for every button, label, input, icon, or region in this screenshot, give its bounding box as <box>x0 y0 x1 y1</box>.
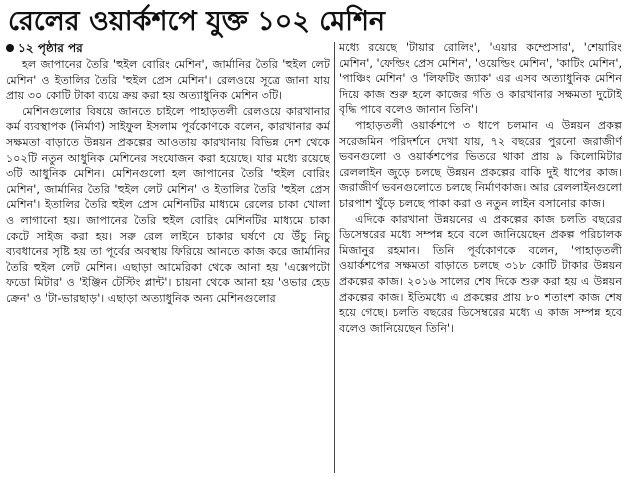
column-divider <box>334 42 335 473</box>
paragraph: এদিকে কারখানা উন্নয়নের এ প্রকল্পের কাজ চলতি বছরের ডিসেম্বরের মধ্যে সম্পন্ন হবে বলে জানিয়েছেন প্রকল্প পরিচালক মিজানুর রহমান। তিনি পূর্বকোণকে বলেন, 'পাহাড়তলী ওয়ার্কশপের সক্ষমতা বাড়াতে চলছে ৩১৮ কোটি টাকার উন্নয়ন প্রকল্পের কাজ। ২০১৬ সালের শেষ দিকে শুরু করা হয় এ উন্নয়ন প্রকল্পের কাজ। ইতিমধ্যে এ প্রকল্পের প্রায় ৮০ শতাংশ কাজ শেষ হয়ে গেছে। চলতি বছরের ডিসেম্বরের মধ্যে এ কাজ সম্পন্ন হবে বলেও জানিয়েছেন তিনি'। <box>339 212 622 335</box>
continued-from-label: ১২ পৃষ্ঠার পর <box>18 41 83 55</box>
article-columns <box>6 40 622 477</box>
left-column <box>6 40 330 477</box>
continued-from <box>6 40 330 56</box>
right-column <box>339 40 622 477</box>
paragraph: হল জাপানের তৈরি 'হুইল বোরিং মেশিন', জার্মানির তৈরি 'হুইল লেট মেশিন' ও ইতালির তৈরি 'হুইল প্রেস মেশিন'। রেলওয়ে সূত্রে জানা যায় প্রায় ৩০ কোটি টাকা ব্যয়ে ক্রয় করা হয় অত্যাধুনিক মেশিন ৩টি। <box>6 58 330 103</box>
paragraph: মধ্যে রয়েছে 'টায়ার রোলিং', 'এয়ার কম্প্রেসার', 'শেয়ারিং মেশিন', 'ফেল্ডিং প্রেস মেশিন', 'ওয়েল্ডিং মেশিন', 'কাটিং মেশিন', 'পাঞ্চিং মেশিন' ও 'লিফটিং জ্যাক' এর এসব অত্যাধুনিক মেশিন দিয়ে কাজ শুরু হলে কাজের গতি ও কারখানার সক্ষমতা দুটোই বৃদ্ধি পাবে বলেও জানান তিনি'। <box>339 41 622 117</box>
paragraph: মেশিনগুলোর বিষয়ে জানতে চাইলে পাহাড়তলী রেলওয়ে কারখানার কর্ম ব্যবস্থাপক (নির্মাণ) সাইফুল ইসলাম পূর্বকোণকে বলেন, কারখানার কর্ম সক্ষমতা বাড়াতে উন্নয়ন প্রকল্পের আওতায় কারখানায় বিভিন্ন দেশ থেকে ১০২টি নতুন আধুনিক মেশিনের সংযোজন করা হয়েছে। যার মধ্যে রয়েছে ৩টি আধুনিক মেশিন। মেশিনগুলো হল জাপানের তৈরি 'হুইল বোরিং মেশিন', জার্মানির তৈরি 'হুইল লেট মেশিন' ও ইতালির তৈরি 'হুইল প্রেস মেশিন'। ইতালির তৈরি হুইল প্রেস মেশিনটির মাধ্যমে রেলের চাকা খোলা ও লাগানো হয়। জাপানের তৈরি হুইল বোরিং মেশিনটির মাধ্যমে চাকা কেটে সাইজ করা হয়। সরু রেল লাইনে চাকার ঘর্ষণে যে উঁচু নিচু ব্যবধানের সৃষ্টি হয় তা পূর্বের অবস্থায় ফিরিয়ে আনতে কাজ করে জার্মানির তৈরি হুইল লেট মেশিন। এছাড়া আমেরিকা থেকে আনা হয় 'এক্সেপটো ফডো মিটার' ও 'ইঞ্জিন টেস্টিং প্লান্ট'। চায়না থেকে আনা হয় 'ওভার হেড ক্রেন' ও 'টা-ভারছাড়'। এছাড়া অত্যাধুনিক অন্য মেশিনগুলোর <box>6 104 330 305</box>
headline: রেলের ওয়ার্কশপে যুক্ত ১০২ মেশিন <box>8 6 386 37</box>
bullet-icon <box>6 44 14 52</box>
paragraph: পাহাড়তলী ওয়ার্কশপে ৩ ধাপে চলমান এ উন্নয়ন প্রকল্প সরেজমিন পরিদর্শনে দেখা যায়, ৭২ বছরের পুরনো জরাজীর্ণ ভবনগুলো ও ওয়ার্কশপের ভিতরে থাকা প্রায় ৯ কিলোমিটার রেললাইন জুড়ে চলছে উন্নয়ন প্রকল্পের বাকি দুই ধাপের কাজ। জরাজীর্ণ ভবনগুলোতে চলছে নির্মাণকাজ। আর রেললাইনগুলো চারপাশ খুঁড়ে চলছে পাকা করা ও নতুন লাইন বসানোর কাজ। <box>339 118 622 210</box>
